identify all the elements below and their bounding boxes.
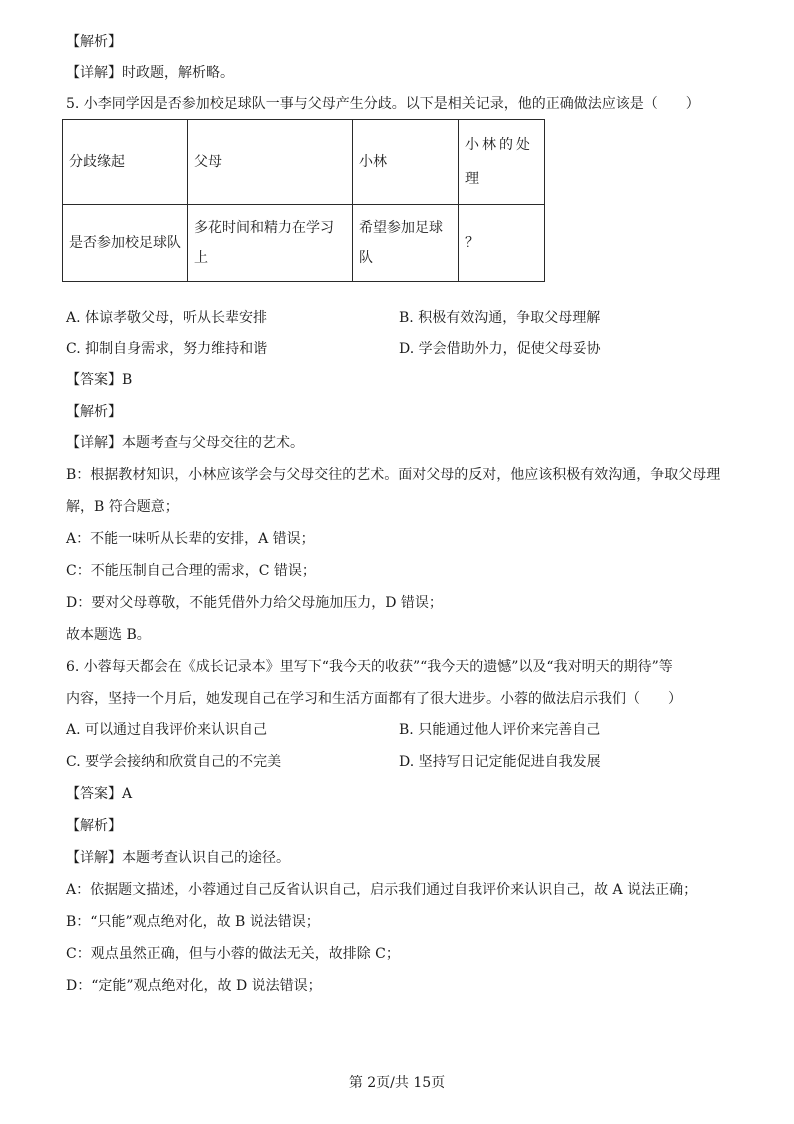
q5-explain-a: A：不能一味听从长辈的安排，A 错误； [66, 531, 315, 547]
question-6-stem-2: 内容，坚持一个月后，她发现自己在学习和生活方面都有了很大进步。小蓉的做法启示我们（ ） [66, 691, 682, 707]
q5-option-b: B. 积极有效沟通，争取父母理解 [399, 310, 601, 326]
q5-option-c: C. 抑制自身需求，努力维持和谐 [66, 341, 268, 357]
table-cell: 多花时间和精力在学习上 [188, 205, 353, 282]
table-cell: ？ [459, 205, 545, 282]
table-header-cell: 父母 [188, 120, 353, 205]
q5-analysis-label: 【解析】 [66, 404, 122, 420]
section-analysis-label: 【解析】 [66, 34, 122, 50]
q5-explain-d: D：要对父母尊敬，不能凭借外力给父母施加压力，D 错误； [66, 595, 443, 611]
q6-explain-d: D：“定能”观点绝对化，故 D 说法错误； [66, 978, 322, 994]
q6-option-a: A. 可以通过自我评价来认识自己 [66, 722, 268, 738]
question-5-stem: 5. 小李同学因是否参加校足球队一事与父母产生分歧。以下是相关记录，他的正确做法应该是（ ） [66, 96, 700, 112]
q5-detail: 【详解】本题考查与父母交往的艺术。 [66, 435, 304, 451]
table-header-cell: 小林的处理 [459, 120, 545, 205]
question-5-table [62, 119, 545, 282]
q6-option-d: D. 坚持写日记定能促进自我发展 [399, 754, 601, 770]
q5-answer: 【答案】B [66, 372, 133, 388]
q6-answer: 【答案】A [66, 786, 133, 802]
q5-explain-b-1: B：根据教材知识，小林应该学会与父母交往的艺术。面对父母的反对，他应该积极有效沟通，争取父母理 [66, 467, 721, 483]
q5-option-a: A. 体谅孝敬父母，听从长辈安排 [66, 310, 268, 326]
q5-conclusion: 故本题选 B。 [66, 627, 151, 643]
table-header-cell: 小林 [353, 120, 459, 205]
section-detail-text: 【详解】时政题，解析略。 [66, 65, 234, 81]
question-6-stem-1: 6. 小蓉每天都会在《成长记录本》里写下“我今天的收获”“我今天的遗憾”以及“我对明天的期待”等 [66, 659, 673, 675]
q6-explain-c: C：观点虽然正确，但与小蓉的做法无关，故排除 C； [66, 946, 400, 962]
q6-explain-b: B：“只能”观点绝对化，故 B 说法错误； [66, 914, 320, 930]
q5-explain-c: C：不能压制自己合理的需求，C 错误； [66, 563, 316, 579]
q6-analysis-label: 【解析】 [66, 818, 122, 834]
q6-option-c: C. 要学会接纳和欣赏自己的不完美 [66, 754, 282, 770]
q6-option-b: B. 只能通过他人评价来完善自己 [399, 722, 601, 738]
table-header-cell: 分歧缘起 [63, 120, 188, 205]
q6-detail: 【详解】本题考查认识自己的途径。 [66, 850, 290, 866]
table-cell: 希望参加足球队 [353, 205, 459, 282]
q6-explain-a: A：依据题文描述，小蓉通过自己反省认识自己，启示我们通过自我评价来认识自己，故 A 说法正确； [66, 882, 698, 898]
q5-explain-b-2: 解，B 符合题意； [66, 499, 179, 515]
table-cell: 是否参加校足球队 [63, 205, 188, 282]
page-footer: 第 2页/共 15页 [348, 1075, 446, 1091]
q5-option-d: D. 学会借助外力，促使父母妥协 [399, 341, 601, 357]
